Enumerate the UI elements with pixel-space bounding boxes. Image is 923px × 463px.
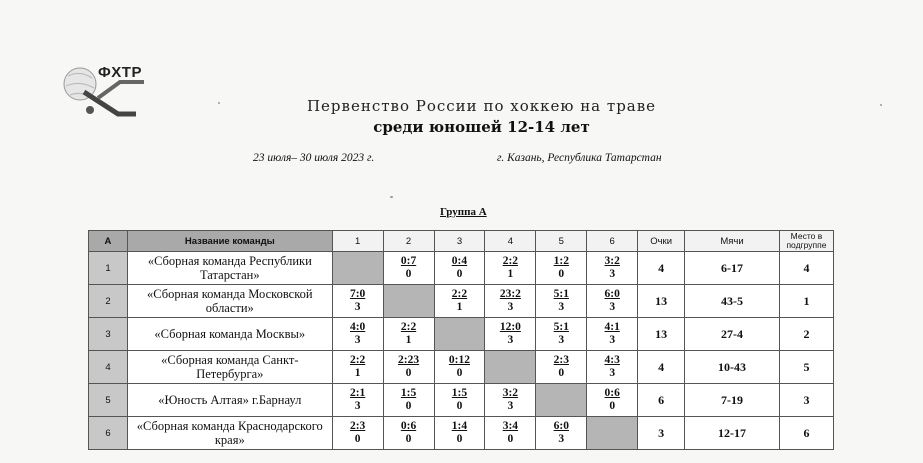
header-cell: Место в подгруппе bbox=[779, 231, 833, 252]
match-score bbox=[554, 255, 569, 281]
match-score-value: 12:0 bbox=[499, 321, 521, 333]
match-score-value: 5:1 bbox=[553, 321, 569, 333]
header-cell: 1 bbox=[332, 231, 383, 252]
match-score-value: 4:0 bbox=[349, 321, 366, 333]
table-row bbox=[89, 351, 834, 384]
match-points-value: 0 bbox=[456, 367, 463, 379]
table-header-row bbox=[89, 231, 834, 252]
points-cell: 13 bbox=[638, 285, 685, 318]
header-cell: А bbox=[89, 231, 128, 252]
match-score bbox=[605, 387, 620, 413]
self-match-cell bbox=[332, 252, 383, 285]
match-points-value: 3 bbox=[609, 301, 616, 313]
title-line-2: среди юношей 12-14 лет bbox=[373, 118, 590, 136]
row-number: 4 bbox=[89, 351, 128, 384]
match-points-value: 1 bbox=[456, 301, 463, 313]
self-match-cell bbox=[434, 318, 485, 351]
match-result-cell bbox=[332, 318, 383, 351]
row-number: 2 bbox=[89, 285, 128, 318]
match-points-value: 0 bbox=[456, 433, 463, 445]
match-score bbox=[554, 354, 569, 380]
place-cell: 6 bbox=[779, 417, 833, 450]
self-match-cell bbox=[587, 417, 638, 450]
results-table bbox=[88, 230, 834, 450]
match-points-value: 3 bbox=[507, 301, 514, 313]
match-result-cell bbox=[485, 384, 536, 417]
match-result-cell bbox=[383, 384, 434, 417]
place-cell: 3 bbox=[779, 384, 833, 417]
match-score bbox=[449, 354, 470, 380]
match-score-value: 1:4 bbox=[451, 420, 468, 432]
match-result-cell bbox=[536, 285, 587, 318]
match-score bbox=[503, 387, 518, 413]
match-result-cell bbox=[536, 417, 587, 450]
match-score-value: 4:1 bbox=[604, 321, 620, 333]
match-points-value: 0 bbox=[405, 367, 412, 379]
match-score bbox=[605, 321, 620, 347]
match-score-value: 0:6 bbox=[604, 387, 620, 399]
row-number: 3 bbox=[89, 318, 128, 351]
match-result-cell bbox=[587, 285, 638, 318]
match-score-value: 2:2 bbox=[349, 354, 366, 366]
match-score bbox=[401, 387, 416, 413]
match-score bbox=[398, 354, 419, 380]
goals-cell: 6-17 bbox=[685, 252, 780, 285]
match-score-value: 0:7 bbox=[400, 255, 417, 267]
match-score bbox=[350, 321, 365, 347]
points-cell: 13 bbox=[638, 318, 685, 351]
match-score-value: 2:2 bbox=[451, 288, 468, 300]
team-name: «Сборная команда Краснодарского края» bbox=[127, 417, 332, 450]
match-points-value: 0 bbox=[405, 433, 412, 445]
match-score-value: 1:5 bbox=[400, 387, 417, 399]
match-result-cell bbox=[485, 318, 536, 351]
match-result-cell bbox=[383, 351, 434, 384]
goals-cell: 12-17 bbox=[685, 417, 780, 450]
match-score bbox=[401, 420, 416, 446]
event-place: г. Казань, Республика Татарстан bbox=[497, 152, 662, 164]
team-name: «Сборная команда Республики Татарстан» bbox=[127, 252, 332, 285]
match-result-cell bbox=[536, 318, 587, 351]
match-score-value: 0:4 bbox=[451, 255, 468, 267]
scan-speck bbox=[390, 196, 393, 198]
place-cell: 4 bbox=[779, 252, 833, 285]
match-result-cell bbox=[332, 384, 383, 417]
goals-cell: 27-4 bbox=[685, 318, 780, 351]
table-row bbox=[89, 417, 834, 450]
logo-text: ФХТР bbox=[98, 64, 142, 81]
match-result-cell bbox=[587, 351, 638, 384]
match-score bbox=[605, 354, 620, 380]
match-result-cell bbox=[485, 252, 536, 285]
match-result-cell bbox=[536, 351, 587, 384]
match-result-cell bbox=[587, 318, 638, 351]
match-points-value: 3 bbox=[507, 334, 514, 346]
match-score bbox=[401, 321, 416, 347]
match-points-value: 1 bbox=[354, 367, 361, 379]
match-result-cell bbox=[485, 417, 536, 450]
row-number: 1 bbox=[89, 252, 128, 285]
title-line-1: Первенство России по хоккею на траве bbox=[306, 97, 657, 115]
match-score bbox=[452, 387, 467, 413]
table-row bbox=[89, 318, 834, 351]
place-cell: 5 bbox=[779, 351, 833, 384]
place-cell: 1 bbox=[779, 285, 833, 318]
match-score bbox=[500, 321, 521, 347]
match-points-value: 3 bbox=[507, 400, 514, 412]
match-result-cell bbox=[485, 285, 536, 318]
match-score bbox=[605, 288, 620, 314]
match-result-cell bbox=[332, 417, 383, 450]
match-score-value: 2:3 bbox=[349, 420, 366, 432]
header-cell: Мячи bbox=[685, 231, 780, 252]
place-cell: 2 bbox=[779, 318, 833, 351]
header-cell: Очки bbox=[638, 231, 685, 252]
header-cell: 2 bbox=[383, 231, 434, 252]
match-points-value: 1 bbox=[405, 334, 412, 346]
match-points-value: 0 bbox=[558, 367, 565, 379]
match-score bbox=[554, 420, 569, 446]
self-match-cell bbox=[536, 384, 587, 417]
match-score-value: 6:0 bbox=[604, 288, 620, 300]
match-score bbox=[350, 288, 365, 314]
scan-speck bbox=[880, 104, 882, 106]
match-score-value: 2:3 bbox=[553, 354, 569, 366]
group-title: Группа А bbox=[440, 206, 487, 218]
self-match-cell bbox=[383, 285, 434, 318]
match-result-cell bbox=[434, 252, 485, 285]
match-result-cell bbox=[587, 252, 638, 285]
match-score bbox=[554, 321, 569, 347]
match-points-value: 0 bbox=[354, 433, 361, 445]
match-score bbox=[401, 255, 416, 281]
match-points-value: 3 bbox=[354, 334, 361, 346]
match-points-value: 3 bbox=[558, 433, 565, 445]
match-points-value: 0 bbox=[507, 433, 514, 445]
match-points-value: 3 bbox=[609, 334, 616, 346]
team-name: «Сборная команда Москвы» bbox=[127, 318, 332, 351]
points-cell: 3 bbox=[638, 417, 685, 450]
match-score-value: 6:0 bbox=[553, 420, 569, 432]
match-score bbox=[350, 354, 365, 380]
header-cell: 6 bbox=[587, 231, 638, 252]
match-result-cell bbox=[434, 417, 485, 450]
match-score-value: 1:2 bbox=[553, 255, 569, 267]
match-points-value: 3 bbox=[354, 400, 361, 412]
match-score-value: 2:1 bbox=[349, 387, 366, 399]
match-points-value: 3 bbox=[354, 301, 361, 313]
match-result-cell bbox=[332, 351, 383, 384]
match-score-value: 0:12 bbox=[448, 354, 470, 366]
match-points-value: 3 bbox=[609, 268, 616, 280]
match-points-value: 0 bbox=[405, 400, 412, 412]
match-score-value: 7:0 bbox=[349, 288, 366, 300]
match-points-value: 3 bbox=[609, 367, 616, 379]
match-score-value: 23:2 bbox=[499, 288, 521, 300]
match-score bbox=[500, 288, 521, 314]
event-dates: 23 июля– 30 июля 2023 г. bbox=[253, 152, 375, 164]
row-number: 5 bbox=[89, 384, 128, 417]
match-points-value: 0 bbox=[456, 268, 463, 280]
team-name: «Сборная команда Московской области» bbox=[127, 285, 332, 318]
match-score-value: 0:6 bbox=[400, 420, 417, 432]
table-row bbox=[89, 285, 834, 318]
points-cell: 4 bbox=[638, 252, 685, 285]
match-score-value: 3:2 bbox=[502, 387, 519, 399]
team-name: «Юность Алтая» г.Барнаул bbox=[127, 384, 332, 417]
match-points-value: 0 bbox=[609, 400, 616, 412]
match-result-cell bbox=[434, 384, 485, 417]
match-result-cell bbox=[434, 285, 485, 318]
match-score-value: 2:2 bbox=[400, 321, 417, 333]
match-result-cell bbox=[587, 384, 638, 417]
self-match-cell bbox=[485, 351, 536, 384]
match-score-value: 5:1 bbox=[553, 288, 569, 300]
match-score-value: 2:2 bbox=[502, 255, 519, 267]
match-score-value: 3:4 bbox=[502, 420, 519, 432]
match-score bbox=[452, 288, 467, 314]
match-score-value: 3:2 bbox=[604, 255, 620, 267]
header-cell: 4 bbox=[485, 231, 536, 252]
match-result-cell bbox=[434, 351, 485, 384]
row-number: 6 bbox=[89, 417, 128, 450]
goals-cell: 7-19 bbox=[685, 384, 780, 417]
table-row bbox=[89, 252, 834, 285]
match-points-value: 3 bbox=[558, 301, 565, 313]
match-result-cell bbox=[383, 318, 434, 351]
match-score bbox=[605, 255, 620, 281]
match-score bbox=[503, 255, 518, 281]
match-score-value: 4:3 bbox=[604, 354, 620, 366]
goals-cell: 43-5 bbox=[685, 285, 780, 318]
match-points-value: 1 bbox=[507, 268, 514, 280]
match-score-value: 1:5 bbox=[451, 387, 468, 399]
match-score bbox=[452, 420, 467, 446]
points-cell: 4 bbox=[638, 351, 685, 384]
match-result-cell bbox=[383, 417, 434, 450]
match-score bbox=[503, 420, 518, 446]
header-cell: 5 bbox=[536, 231, 587, 252]
match-points-value: 0 bbox=[558, 268, 565, 280]
match-points-value: 3 bbox=[558, 334, 565, 346]
match-points-value: 0 bbox=[405, 268, 412, 280]
match-score bbox=[350, 387, 365, 413]
goals-cell: 10-43 bbox=[685, 351, 780, 384]
match-score bbox=[554, 288, 569, 314]
scan-speck bbox=[218, 102, 220, 104]
match-points-value: 0 bbox=[456, 400, 463, 412]
match-score bbox=[350, 420, 365, 446]
match-result-cell bbox=[536, 252, 587, 285]
match-result-cell bbox=[383, 252, 434, 285]
table-row bbox=[89, 384, 834, 417]
header-cell: 3 bbox=[434, 231, 485, 252]
match-result-cell bbox=[332, 285, 383, 318]
header-cell: Название команды bbox=[127, 231, 332, 252]
match-score-value: 2:23 bbox=[397, 354, 420, 366]
match-score bbox=[452, 255, 467, 281]
points-cell: 6 bbox=[638, 384, 685, 417]
team-name: «Сборная команда Санкт-Петербурга» bbox=[127, 351, 332, 384]
